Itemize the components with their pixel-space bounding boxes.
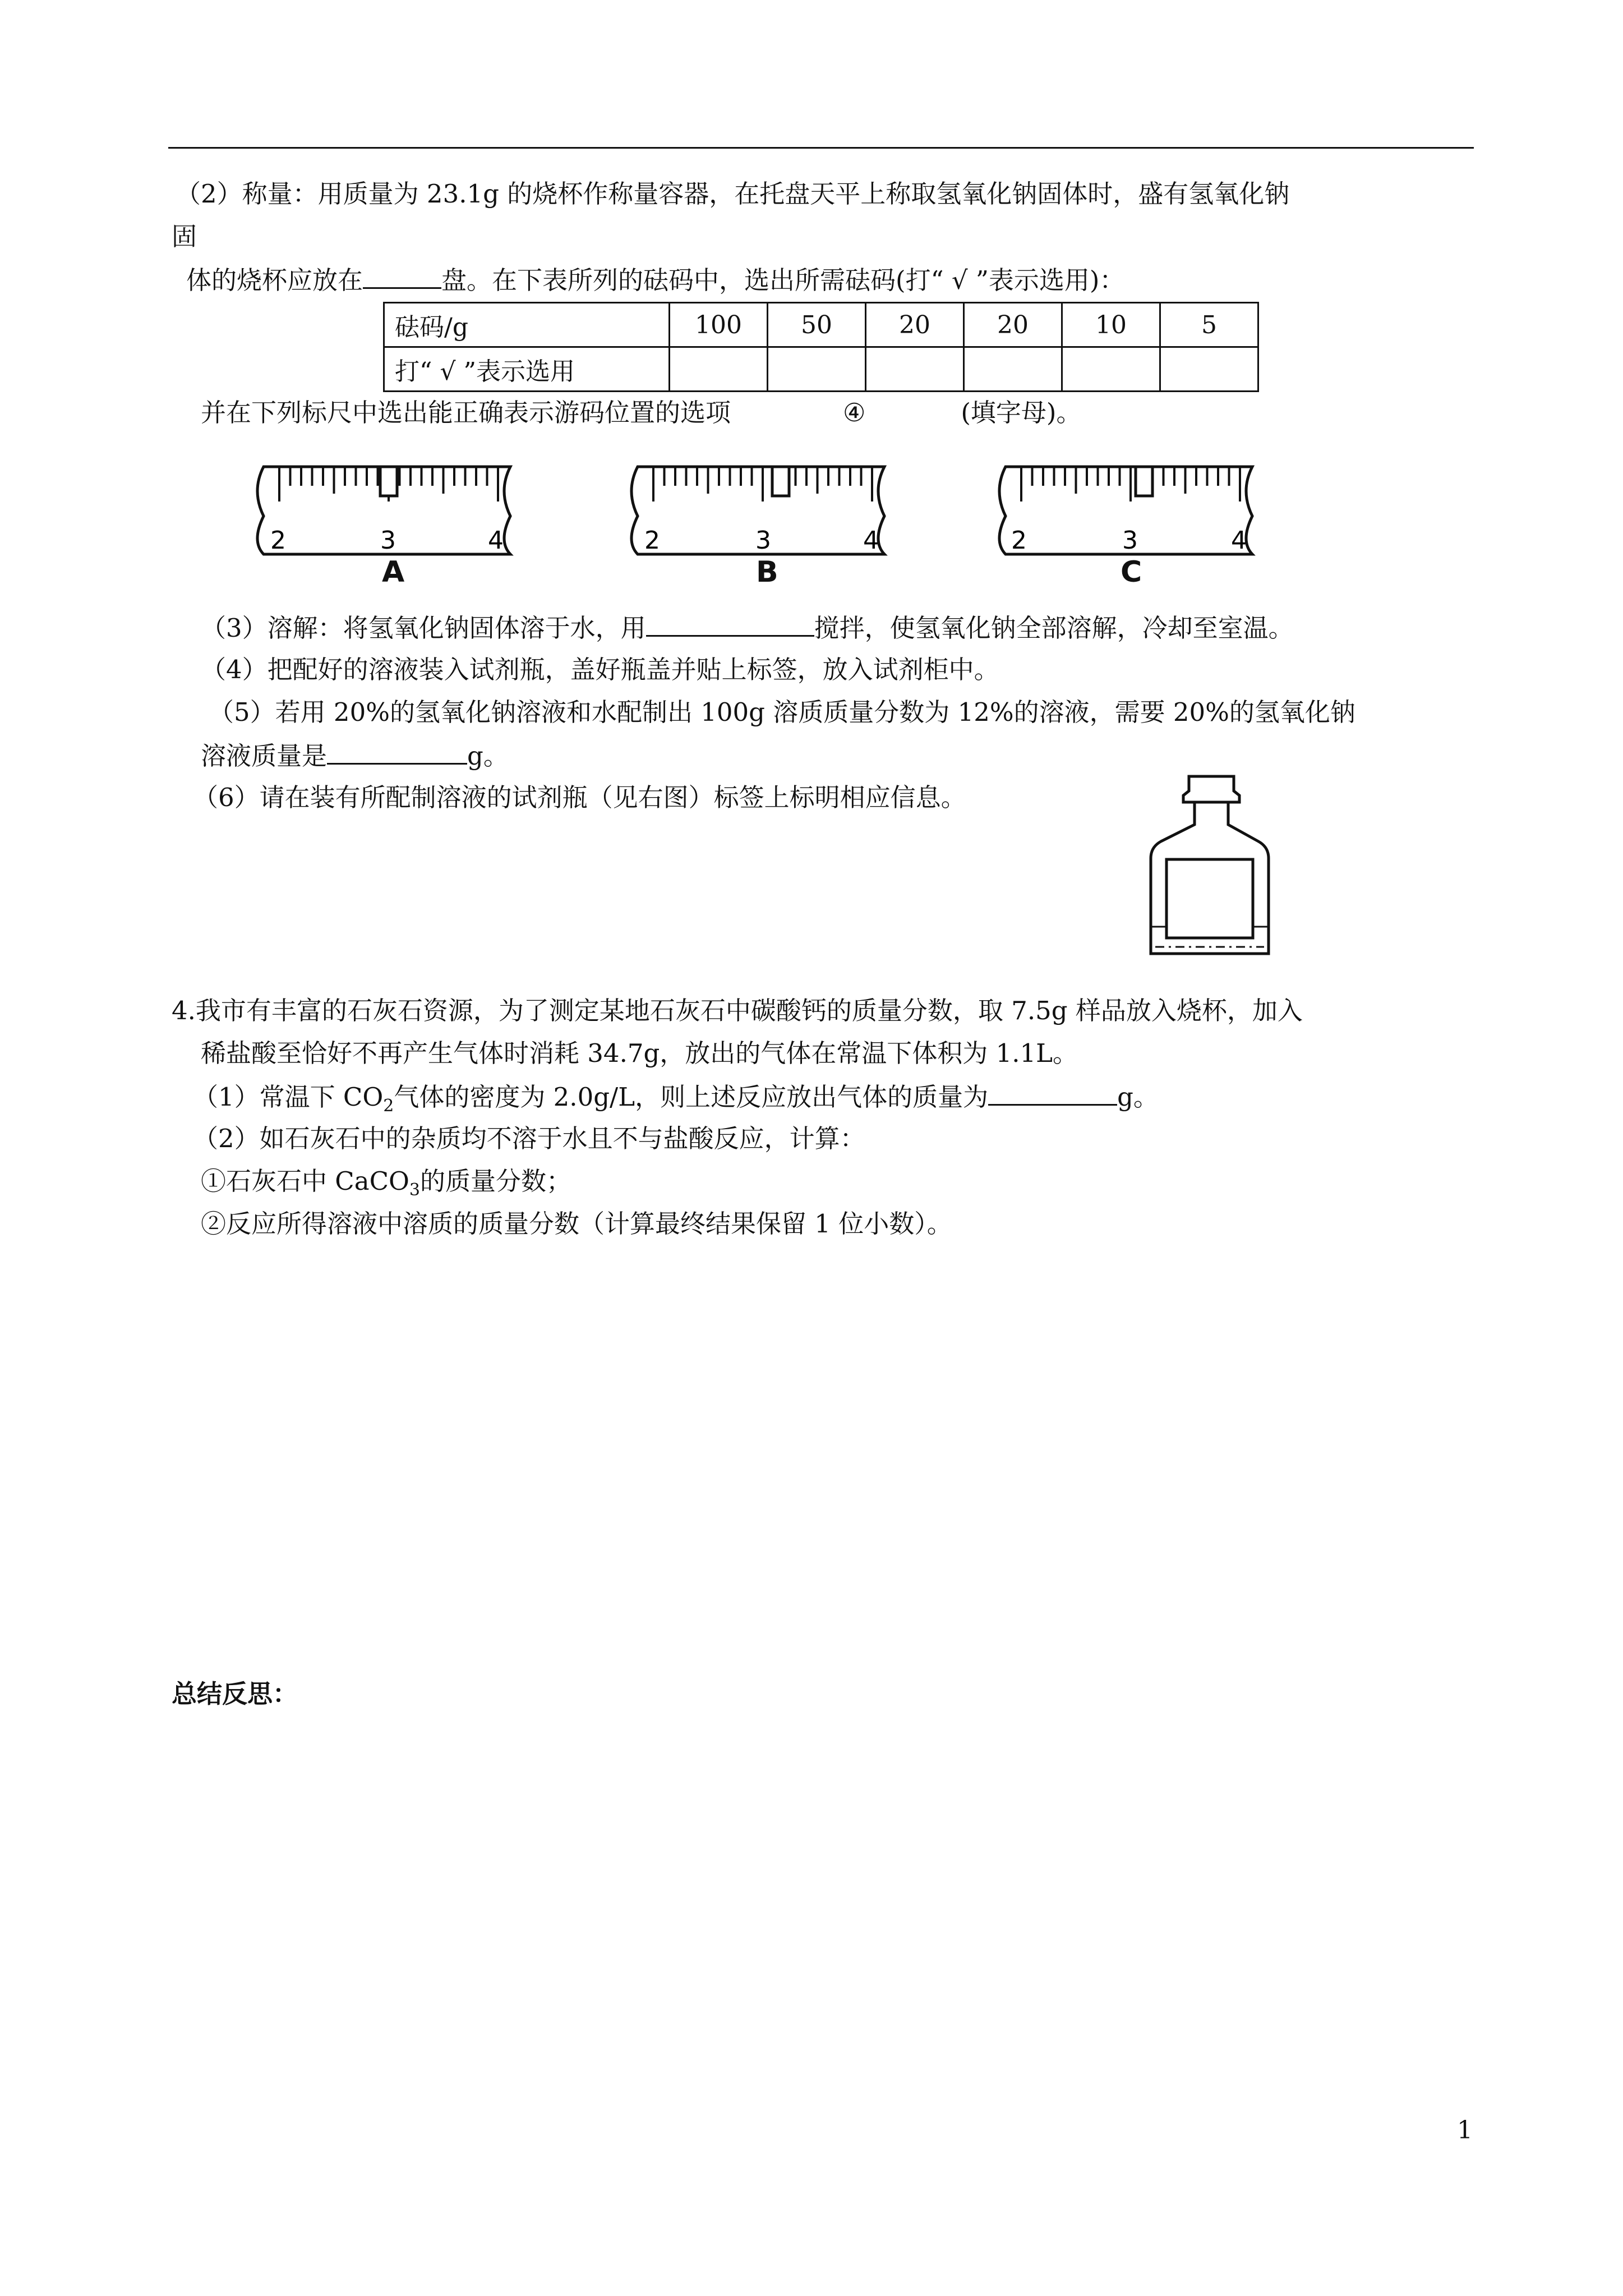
q4-part1-text-c: g。 xyxy=(1117,1082,1159,1112)
weight-cell: 20 xyxy=(866,303,964,347)
q3-part3 xyxy=(201,610,1294,645)
q4-part1 xyxy=(193,1079,1159,1123)
select-answer: ④ xyxy=(843,398,866,427)
select-suffix: (填字母)。 xyxy=(961,398,1082,427)
tick-label: 3 xyxy=(755,526,771,555)
q4-part1-text-a: （1）常温下 CO xyxy=(193,1082,384,1112)
weight-cell: 100 xyxy=(670,303,768,347)
q4-part2: （2）如石灰石中的杂质均不溶于水且不与盐酸反应，计算： xyxy=(193,1124,865,1153)
table-row xyxy=(384,347,1258,392)
table-header-cell: 砝码/g xyxy=(384,303,670,347)
tick-label: 2 xyxy=(644,526,660,555)
tick-label: 2 xyxy=(270,526,286,555)
table-row xyxy=(384,303,1258,347)
reagent-bottle-figure xyxy=(1138,769,1279,965)
stir-tool-blank[interactable] xyxy=(646,610,814,637)
pan-blank[interactable] xyxy=(363,263,441,289)
q4-subq1-sub: 3 xyxy=(409,1180,420,1200)
q4-line2: 稀盐酸至恰好不再产生气体时消耗 34.7g，放出的气体在常温下体积为 1.1L。 xyxy=(201,1038,1078,1068)
q4-part1-sub: 2 xyxy=(383,1096,394,1116)
table-row-label: 打“ √ ”表示选用 xyxy=(384,347,670,392)
check-cell[interactable] xyxy=(964,347,1062,392)
q3-part2-text-a: 体的烧杯应放在 xyxy=(186,265,363,295)
tick-label: 3 xyxy=(1122,526,1138,555)
ruler-b-label: B xyxy=(756,555,778,589)
tick-label: 3 xyxy=(380,526,396,555)
mass-blank[interactable] xyxy=(327,738,467,765)
q3-part2-line2 xyxy=(186,263,1124,297)
check-cell[interactable] xyxy=(670,347,768,392)
q3-part5-line2 xyxy=(201,738,509,773)
check-cell[interactable] xyxy=(1160,347,1258,392)
q4-subq2: ②反应所得溶液中溶质的质量分数（计算最终结果保留 1 位小数）。 xyxy=(201,1209,952,1239)
q4-subq1-text-b: 的质量分数； xyxy=(419,1166,571,1196)
q3-part2-line1-wrap: 固 xyxy=(172,222,197,251)
q3-part5-line1: （5）若用 20%的氢氧化钠溶液和水配制出 100g 溶质质量分数为 12%的溶液，需要 20%的氢氧化钠 xyxy=(209,697,1355,727)
select-text: 并在下列标尺中选出能正确表示游码位置的选项 xyxy=(201,398,731,427)
tick-label: 4 xyxy=(1231,526,1247,555)
q3-part5-text-b: g。 xyxy=(467,741,509,771)
rider-marker xyxy=(380,467,397,496)
q3-part3-text-b: 搅拌，使氢氧化钠全部溶解，冷却至室温。 xyxy=(814,613,1294,643)
check-cell[interactable] xyxy=(866,347,964,392)
q3-part6: （6）请在装有所配制溶液的试剂瓶（见右图）标签上标明相应信息。 xyxy=(193,783,966,812)
ruler-a-label: A xyxy=(382,555,405,589)
weight-cell: 5 xyxy=(1160,303,1258,347)
check-cell[interactable] xyxy=(768,347,866,392)
q4-line1: 4.我市有丰富的石灰石资源，为了测定某地石灰石中碳酸钙的质量分数，取 7.5g 样品放入烧杯，加入 xyxy=(172,996,1303,1025)
q3-part2-line1: （2）称量：用质量为 23.1g 的烧杯作称量容器，在托盘天平上称取氢氧化钠固体时，盛有氢氧化钠 xyxy=(176,179,1290,209)
q4-part1-text-b: 气体的密度为 2.0g/L，则上述反应放出气体的质量为 xyxy=(394,1082,989,1112)
q3-part4: （4）把配好的溶液装入试剂瓶，盖好瓶盖并贴上标签，放入试剂柜中。 xyxy=(201,655,999,684)
weight-cell: 50 xyxy=(768,303,866,347)
gas-mass-blank[interactable] xyxy=(988,1079,1117,1106)
weight-cell: 10 xyxy=(1062,303,1160,347)
rider-marker xyxy=(1136,467,1152,496)
summary-heading: 总结反思： xyxy=(172,1679,298,1709)
q4-subq1 xyxy=(201,1165,571,1207)
page-number: 1 xyxy=(1457,2116,1473,2145)
rider-marker xyxy=(772,467,789,496)
q3-part3-text-a: （3）溶解：将氢氧化钠固体溶于水，用 xyxy=(201,613,646,643)
header-rule xyxy=(168,147,1474,149)
tick-label: 2 xyxy=(1011,526,1027,555)
weights-table xyxy=(383,302,1259,392)
q3-part5-text-a: 溶液质量是 xyxy=(201,741,328,771)
check-cell[interactable] xyxy=(1062,347,1160,392)
tick-label: 4 xyxy=(488,526,504,555)
tick-label: 4 xyxy=(863,526,879,555)
q3-part2-text-b: 盘。在下表所列的砝码中，选出所需砝码(打“ √ ”表示选用)： xyxy=(441,265,1125,295)
weight-cell: 20 xyxy=(964,303,1062,347)
q4-subq1-text-a: ①石灰石中 CaCO xyxy=(201,1166,409,1196)
select-line xyxy=(201,396,1081,430)
bottle-label[interactable] xyxy=(1166,859,1253,938)
ruler-c-label: C xyxy=(1121,555,1142,589)
